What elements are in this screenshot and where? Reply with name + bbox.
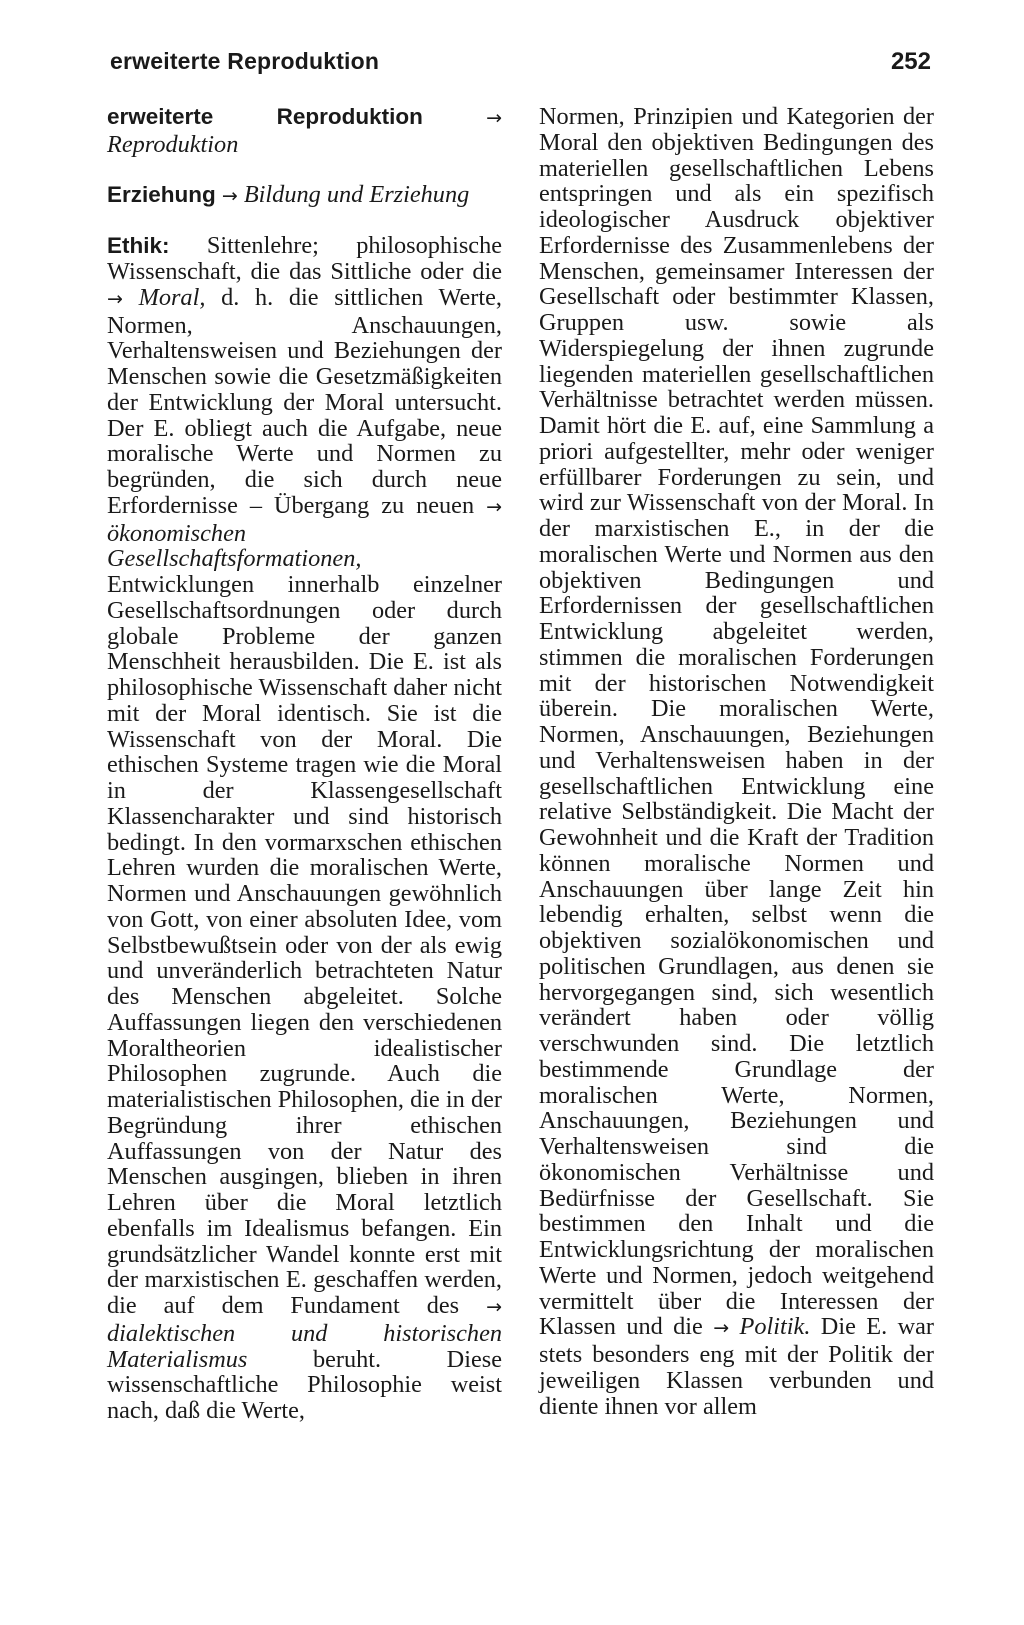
arrow-icon: → xyxy=(713,1317,730,1340)
right-column xyxy=(539,104,934,1419)
arrow-icon: → xyxy=(107,287,123,310)
headword: Erziehung xyxy=(107,181,216,207)
cross-reference: Reproduktion xyxy=(107,130,239,158)
headword: Ethik: xyxy=(107,233,170,259)
body-text: Entwicklungen innerhalb einzelner Gesellschaftsordnungen oder durch globale Probleme der ganzen Menschheit herausbilden. Die E. ist als philosophische Wissenschaft daher nicht mit der Moral identisch. Sie ist die Wissenschaft von der Moral. Die ethischen Systeme tragen wie die Moral in der Klassengesellschaft Klassencharakter und sind historisch bedingt. In den vormarxschen ethischen Lehren wurden die moralischen Werte, Normen und Anschauungen gewöhnlich von Gott, von einer absoluten Idee, vom Selbstbewußtsein oder von der als ewig und unveränderlich betrachteten Natur des Menschen abgeleitet. Solche Auffassungen liegen den verschiedenen Moraltheorien idealistischer Philosophen zugrunde. Auch die materialistischen Philosophen, die in der Begründung ihrer ethischen Auffassungen von der Natur des Menschen ausgingen, blieben in ihren Lehren über die Moral letztlich ebenfalls im Idealismus befangen. Ein grundsätzlicher Wandel konnte erst mit der marxistischen E. geschaffen werden, die auf dem Fundament des xyxy=(107,571,502,1319)
arrow-icon: → xyxy=(486,107,503,129)
entry-erziehung xyxy=(107,182,502,210)
body-text: Normen, Prinzipien und Kategorien der Moral den objektiven Bedingungen des materiellen gesellschaftlichen Lebens entspringen und als ein spezifisch ideologischer Ausdruck objektiver Erfordernisse des Zusammenlebens der Menschen, gemeinsamer Interessen der Gesellschaft oder bestimmter Klassen, Gruppen usw. sowie als Widerspiegelung der ihnen zugrunde liegenden materiellen gesellschaftlichen Verhältnisse betrachtet werden müssen. Damit hört die E. auf, eine Sammlung a priori aufgestellter, mehr oder weniger erfüllbarer Forderungen zu sein, und wird zur Wissenschaft von der Moral. In der marxistischen E., in der die moralischen Werte und Normen aus den objektiven Bedingungen und Erfordernissen der gesellschaftlichen Entwicklung abgeleitet werden, stimmen die moralischen Forderungen mit der historischen Notwendigkeit überein. Die moralischen Werte, Normen, Anschauungen, Beziehungen und Verhaltensweisen haben in der gesellschaftlichen Entwicklung eine relative Selbständigkeit. Die Macht der Gewohnheit und die Kraft der Tradition können moralische Normen und Anschauungen über lange Zeit hin lebendig erhalten, selbst wenn die objektiven sozialökonomischen und politischen Grundlagen, aus denen sie hervorgegangen sind, sich wesentlich verändert haben oder völlig verschwunden sind. Die letztlich bestimmende Grundlage der moralischen Werte, Normen, Anschauungen, Beziehungen und Verhaltensweisen sind die ökonomischen Verhältnisse und Bedürfnisse der Gesellschaft. Sie bestimmen den Inhalt und die Entwicklungsrichtung der moralischen Werte und Normen, jedoch weitgehend vermittelt über die Interessen der Klassen und die xyxy=(539,103,934,1341)
entry-erweiterte-reproduktion xyxy=(107,104,502,158)
body-text: Sittenlehre; philosophische Wissenschaft, die das Sittliche oder die xyxy=(107,232,502,285)
body-text: Die E. war stets besonders eng mit der Politik der jeweiligen Klassen verbunden und diente ihnen vor allem xyxy=(539,1313,934,1420)
arrow-icon: → xyxy=(486,1296,502,1318)
entry-ethik xyxy=(107,233,502,1424)
cross-reference: Bildung und Erziehung xyxy=(243,180,470,208)
cross-reference: ökonomischen Gesellschaftsformationen, xyxy=(107,519,362,573)
arrow-icon: → xyxy=(221,184,238,207)
cross-reference: Moral, xyxy=(138,283,206,311)
body-text: d. h. die sittlichen Werte, Normen, Anschauungen, Verhaltensweisen und Beziehungen der Menschen sowie die Gesetzmäßigkeiten der Entwicklung der Moral untersucht. Der E. obliegt auch die Aufgabe, neue moralische Werte und Normen zu begründen, die sich durch neue Erfordernisse – Übergang zu neuen xyxy=(107,283,502,519)
running-head: erweiterte Reproduktion xyxy=(110,48,380,74)
arrow-icon: → xyxy=(486,495,502,518)
page-number: 252 xyxy=(890,48,931,75)
cross-reference: dialektischen und historischen Materialismus xyxy=(107,1319,502,1373)
body-text: beruht. Diese wissenschaftliche Philosophie weist nach, daß die Werte, xyxy=(107,1345,503,1424)
headword: erweiterte Reproduktion xyxy=(107,104,423,129)
cross-reference: Politik. xyxy=(739,1313,811,1341)
entry-ethik-continued xyxy=(539,104,934,1419)
left-column xyxy=(107,104,502,1424)
